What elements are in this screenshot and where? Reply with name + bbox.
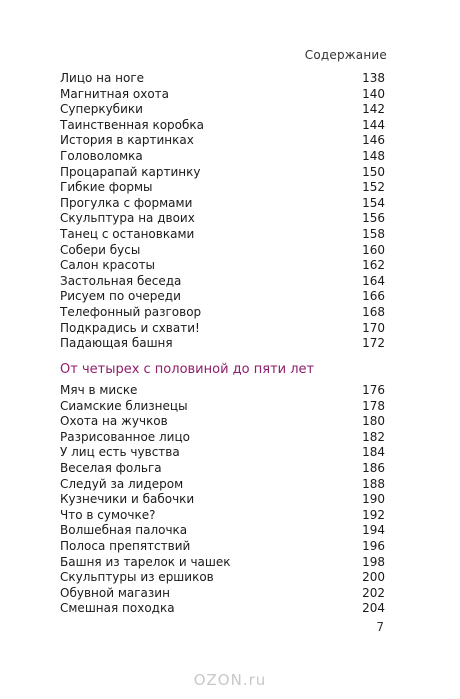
toc-entry-page: 160 [362,242,385,257]
toc-entry-title: Башня из тарелок и чашек [60,554,231,569]
running-title: Содержание [304,48,387,62]
toc-entry-title: Прогулка с формами [60,195,193,210]
toc-entry [60,523,385,539]
toc-entry-page: 176 [362,383,385,397]
toc-entry-title: Кузнечики и бабочки [60,492,195,507]
toc-entry-page: 138 [362,71,385,85]
toc-entry [60,399,385,415]
toc-list-top [60,71,385,352]
toc-entry [60,274,385,290]
toc-entry [60,383,385,399]
toc-entry-title: Скульптуры из ершиков [60,570,214,585]
toc-entry [60,570,385,586]
toc-entry-title: Телефонный разговор [60,304,202,319]
toc-entry-page: 150 [362,164,385,179]
toc-list-bottom [60,383,385,617]
toc-entry [60,336,385,352]
toc-entry-page: 190 [362,492,385,507]
toc-entry-page: 188 [362,476,385,491]
toc-entry-page: 154 [362,195,385,210]
toc-entry-title: История в картинках [60,133,194,148]
toc-entry-title: Волшебная палочка [60,523,188,538]
toc-entry-page: 140 [362,86,385,101]
toc-entry-page: 144 [362,117,385,132]
toc-entry-title: Магнитная охота [60,86,170,101]
toc-entry-page: 202 [362,585,385,600]
toc-entry-title: Таинственная коробка [60,117,204,132]
toc-entry-title: Застольная беседа [60,273,182,288]
toc-entry-page: 158 [362,226,385,241]
toc-entry [60,196,385,212]
toc-entry [60,180,385,196]
toc-entry-page: 156 [362,211,385,226]
toc-entry-title: Сиамские близнецы [60,398,188,413]
toc-entry-page: 198 [362,554,385,569]
toc-entry [60,133,385,149]
toc-entry-page: 152 [362,180,385,195]
toc-entry-page: 148 [362,148,385,163]
toc-entry-title: Гибкие формы [60,180,153,195]
toc-entry-title: Обувной магазин [60,585,170,600]
toc-entry-page: 168 [362,304,385,319]
toc-entry [60,445,385,461]
toc-entry-title: Следуй за лидером [60,476,184,491]
toc-entry [60,477,385,493]
toc-entry [60,508,385,524]
toc-entry-title: Охота на жучков [60,414,168,429]
toc-entry-title: Скульптура на двоих [60,211,195,226]
toc-entry [60,243,385,259]
toc-entry [60,118,385,134]
page-number: 7 [376,620,384,634]
toc-entry-title: Головоломка [60,148,143,163]
toc-entry [60,258,385,274]
toc-entry-title: Смешная походка [60,601,175,616]
toc-entry [60,211,385,227]
section-heading: От четырех с половиной до пяти лет [60,362,315,377]
toc-entry-page: 178 [362,398,385,413]
toc-entry [60,71,385,87]
toc-entry-title: Рисуем по очереди [60,289,181,304]
toc-entry-title: Веселая фольга [60,460,162,475]
toc-entry-title: Полоса препятствий [60,538,191,553]
toc-entry-page: 204 [362,601,385,616]
toc-entry-title: Мяч в миске [60,383,138,397]
toc-entry-page: 194 [362,523,385,538]
toc-entry-title: Салон красоты [60,258,156,273]
toc-entry-page: 164 [362,273,385,288]
toc-entry-page: 184 [362,445,385,460]
toc-entry [60,321,385,337]
toc-entry [60,289,385,305]
toc-entry-page: 146 [362,133,385,148]
toc-entry-page: 142 [362,102,385,117]
toc-entry-page: 200 [362,570,385,585]
toc-entry-page: 162 [362,258,385,273]
toc-entry [60,102,385,118]
toc-entry-title: Суперкубики [60,102,143,117]
toc-entry-title: Лицо на ноге [60,71,145,85]
toc-entry-page: 186 [362,460,385,475]
toc-entry-title: Танец с остановками [60,226,195,241]
toc-entry-title: Подкрадись и схвати! [60,320,200,335]
toc-entry-title: У лиц есть чувства [60,445,180,460]
toc-entry-title: Собери бусы [60,242,141,257]
toc-entry-page: 196 [362,538,385,553]
toc-entry-page: 192 [362,507,385,522]
toc-entry-title: Падающая башня [60,336,173,351]
toc-entry [60,601,385,617]
toc-entry [60,227,385,243]
toc-entry [60,539,385,555]
toc-entry-page: 170 [362,320,385,335]
toc-entry [60,165,385,181]
toc-entry [60,87,385,103]
toc-entry-title: Что в сумочке? [60,507,156,522]
toc-entry-title: Процарапай картинку [60,164,201,179]
toc-entry [60,461,385,477]
toc-entry-page: 166 [362,289,385,304]
toc-entry-page: 182 [362,429,385,444]
toc-entry [60,149,385,165]
toc-entry-page: 180 [362,414,385,429]
toc-entry-page: 172 [362,336,385,351]
ozon-watermark: OZON.ru [193,671,267,689]
toc-entry [60,586,385,602]
toc-entry-title: Разрисованное лицо [60,429,190,444]
toc-entry [60,492,385,508]
toc-entry [60,555,385,571]
toc-entry [60,305,385,321]
toc-entry [60,430,385,446]
toc-entry [60,414,385,430]
